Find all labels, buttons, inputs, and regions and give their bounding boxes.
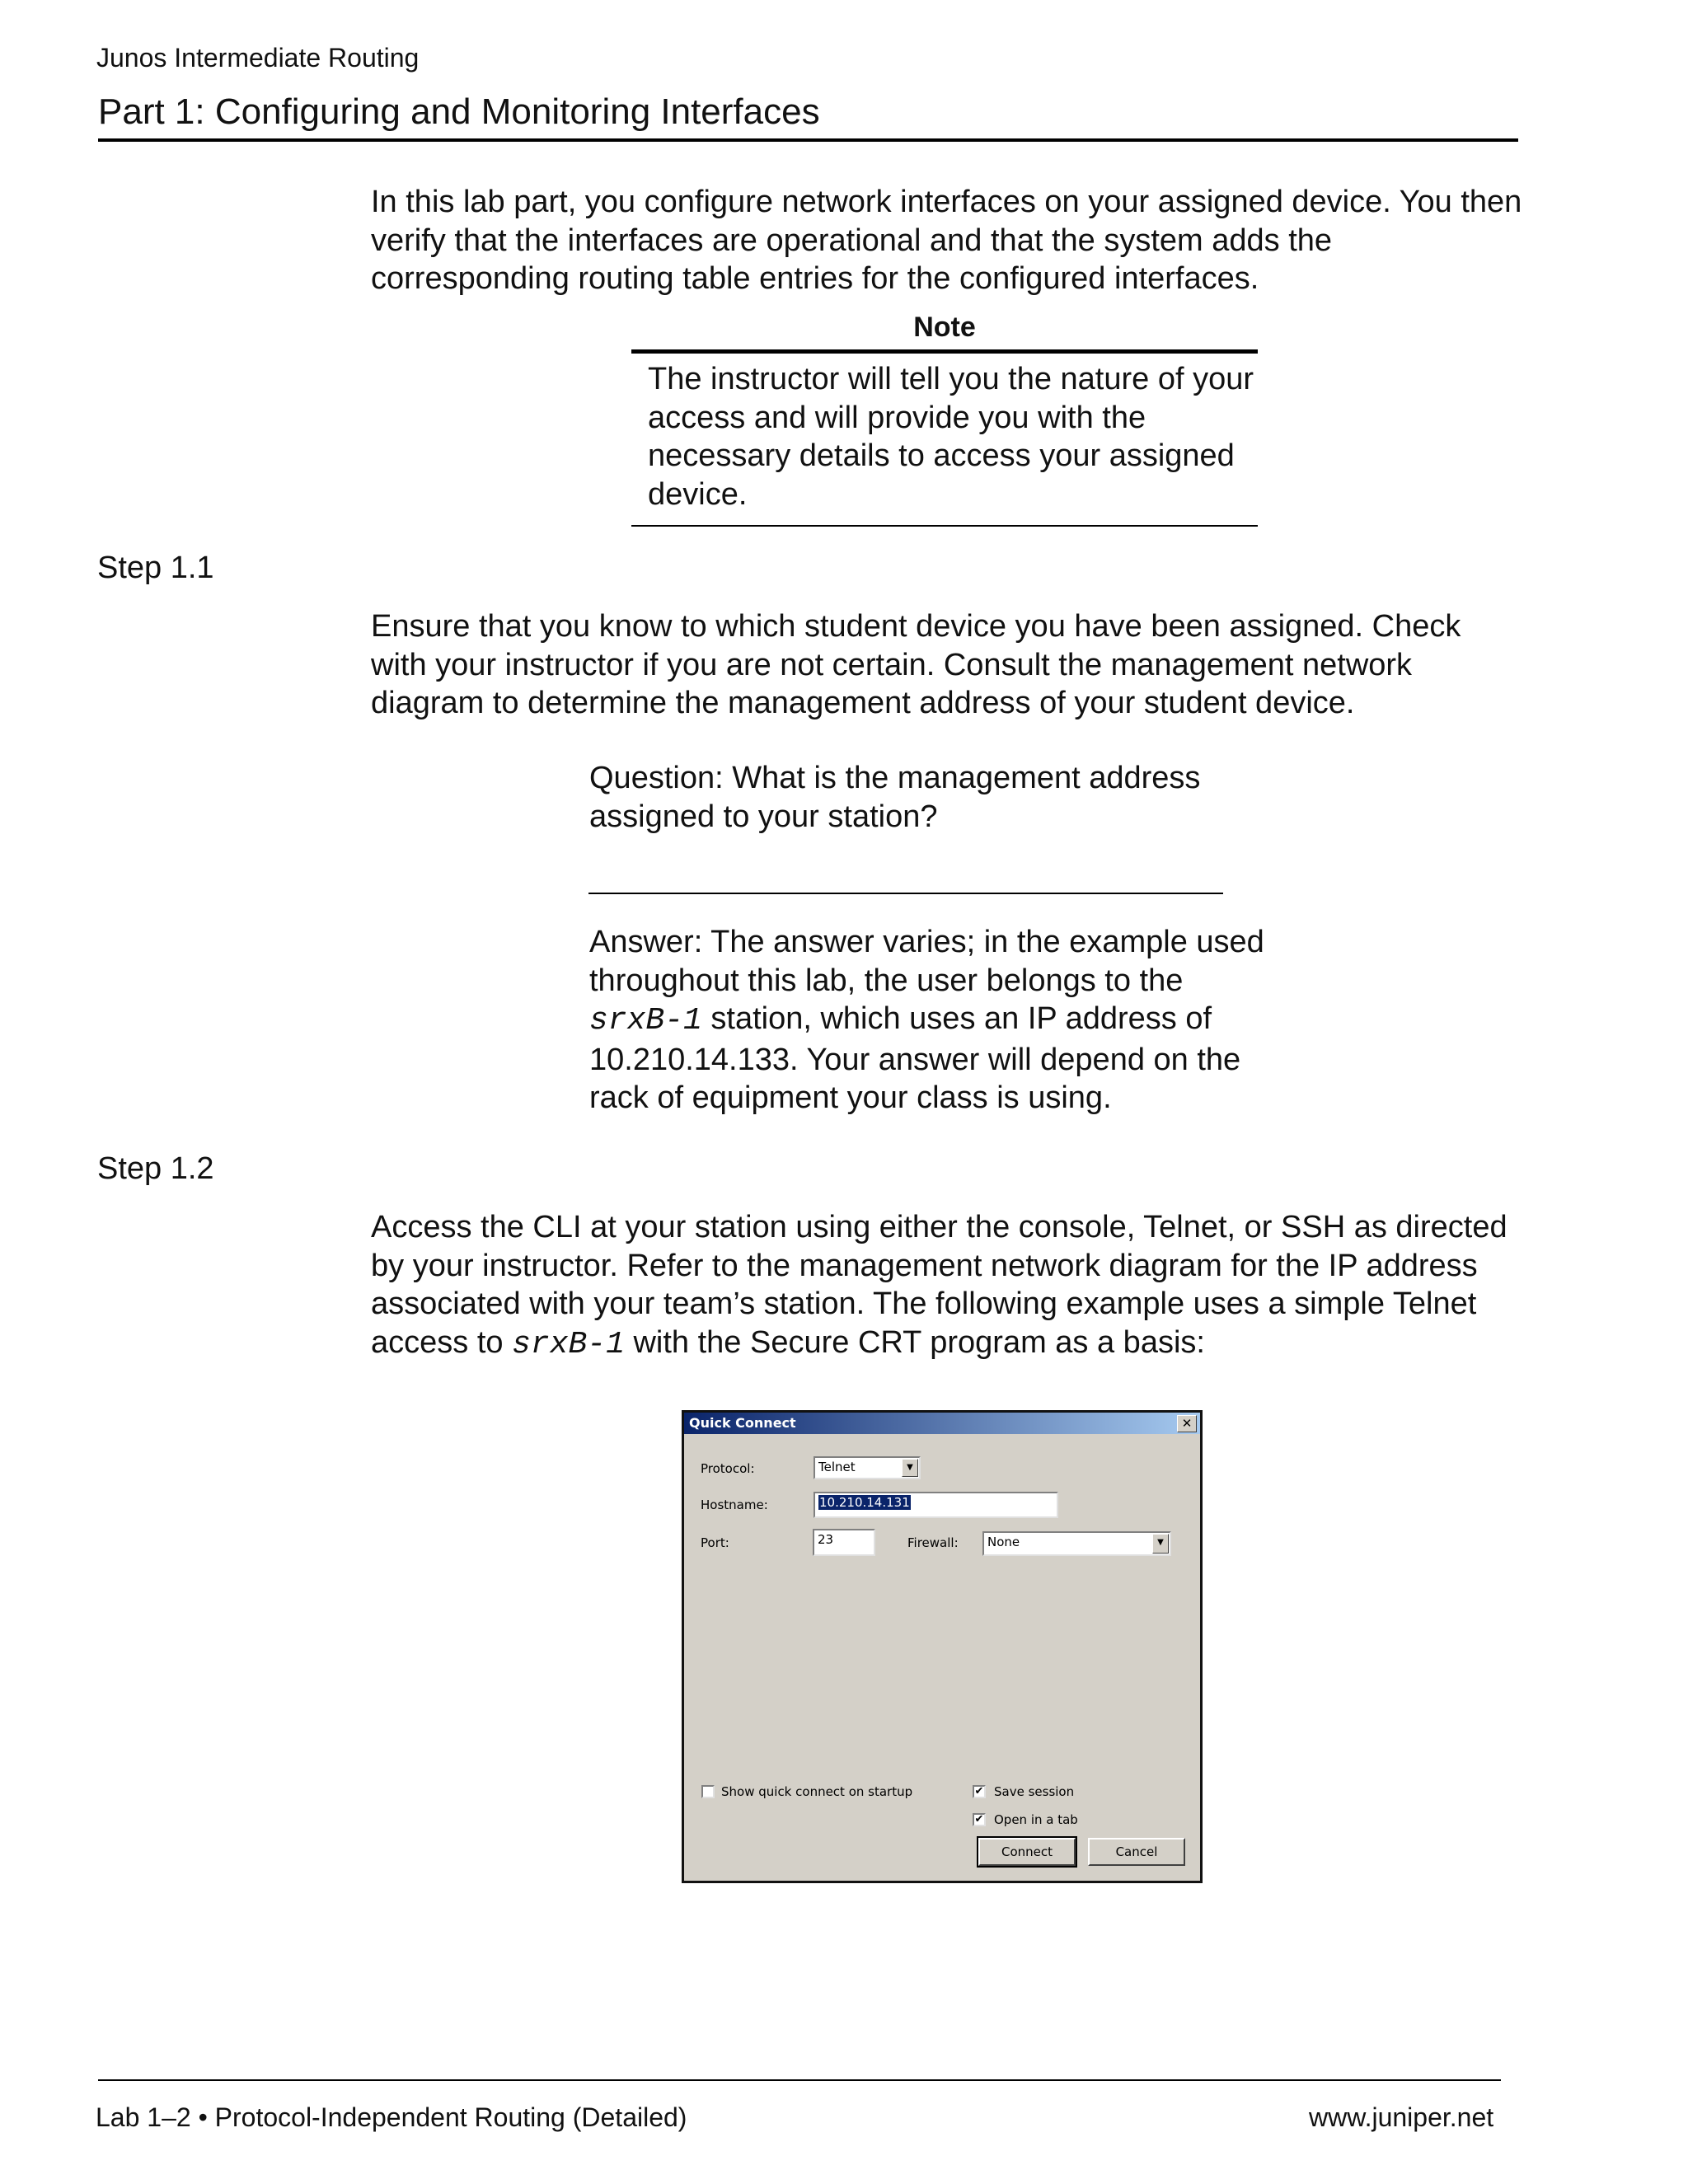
close-icon[interactable]: ✕ [1177,1415,1197,1432]
protocol-label: Protocol: [701,1461,755,1476]
step2-device-name: srxB-1 [512,1326,625,1362]
cancel-button[interactable]: Cancel [1088,1838,1185,1866]
chevron-down-icon: ▼ [902,1459,918,1477]
port-label: Port: [701,1535,729,1550]
quick-connect-dialog [682,1410,1203,1883]
part-title: Part 1: Configuring and Monitoring Interfaces [98,91,820,132]
question-text: Question: What is the management address assigned to your station? [589,761,1201,834]
hostname-label: Hostname: [701,1497,768,1512]
connect-button[interactable]: Connect [978,1838,1076,1866]
footer-page-label: Lab 1–2 • Protocol-Independent Routing (Detailed) [96,2102,687,2132]
hostname-value: 10.210.14.131 [819,1495,910,1510]
answer-device-name: srxB-1 [589,1003,702,1038]
open-in-tab-label: Open in a tab [994,1812,1078,1827]
save-session-label: Save session [994,1784,1075,1799]
answer-text [589,923,1265,1118]
step-1-2-label: Step 1.2 [97,1151,214,1186]
note-text: The instructor will tell you the nature of your access and will provide you with the necessary details to access your assigned device. [648,362,1254,512]
port-input[interactable] [813,1529,875,1556]
answer-post: station, which uses an IP address of 10.210.14.133. Your answer will depend on the rack of equipment your class is using. [589,1001,1241,1115]
step2-text-pre: Access the CLI at your station using either the console, Telnet, or SSH as directed by your instructor. Refer to the management network diagram for the IP address associated with your team’s station. The following example uses a simple Telnet access to [371,1210,1507,1360]
answer-blank-line [588,893,1223,894]
dialog-title: Quick Connect [689,1415,796,1431]
step2-text-post: with the Secure CRT program as a basis: [633,1324,1205,1360]
firewall-label: Firewall: [907,1535,959,1550]
show-quick-connect-checkbox[interactable] [701,1785,715,1798]
show-quick-connect-label: Show quick connect on startup [721,1784,913,1799]
hostname-input[interactable] [814,1492,1058,1518]
dialog-titlebar [684,1413,1200,1434]
note-bottom-rule [631,525,1258,527]
footer-url[interactable]: www.juniper.net [1309,2102,1494,2132]
intro-paragraph: In this lab part, you configure network interfaces on your assigned device. You then verify that the interfaces are operational and that the system adds the corresponding routing table entries for the configured interfaces. [371,185,1522,296]
footer-rule [98,2079,1501,2081]
save-session-checkbox[interactable]: ✔ [973,1785,986,1798]
note-label: Note [913,312,976,343]
firewall-value: None [987,1535,1020,1549]
running-header: Junos Intermediate Routing [96,43,420,73]
title-rule [98,138,1518,142]
port-value: 23 [818,1532,834,1547]
step-1-2-text [371,1208,1541,1364]
answer-pre: Answer: The answer varies; in the example used throughout this lab, the user belongs to the [589,925,1264,998]
chevron-down-icon: ▼ [1152,1534,1169,1554]
protocol-select[interactable] [814,1456,921,1479]
protocol-value: Telnet [818,1460,856,1474]
note-top-rule [631,349,1258,354]
open-in-tab-checkbox[interactable]: ✔ [973,1813,986,1826]
step-1-1-text: Ensure that you know to which student device you have been assigned. Check with your instructor if you are not certain. Consult the management network diagram to determine the management address of your student device. [371,609,1461,720]
step-1-1-label: Step 1.1 [97,551,214,585]
firewall-select[interactable] [982,1531,1171,1556]
